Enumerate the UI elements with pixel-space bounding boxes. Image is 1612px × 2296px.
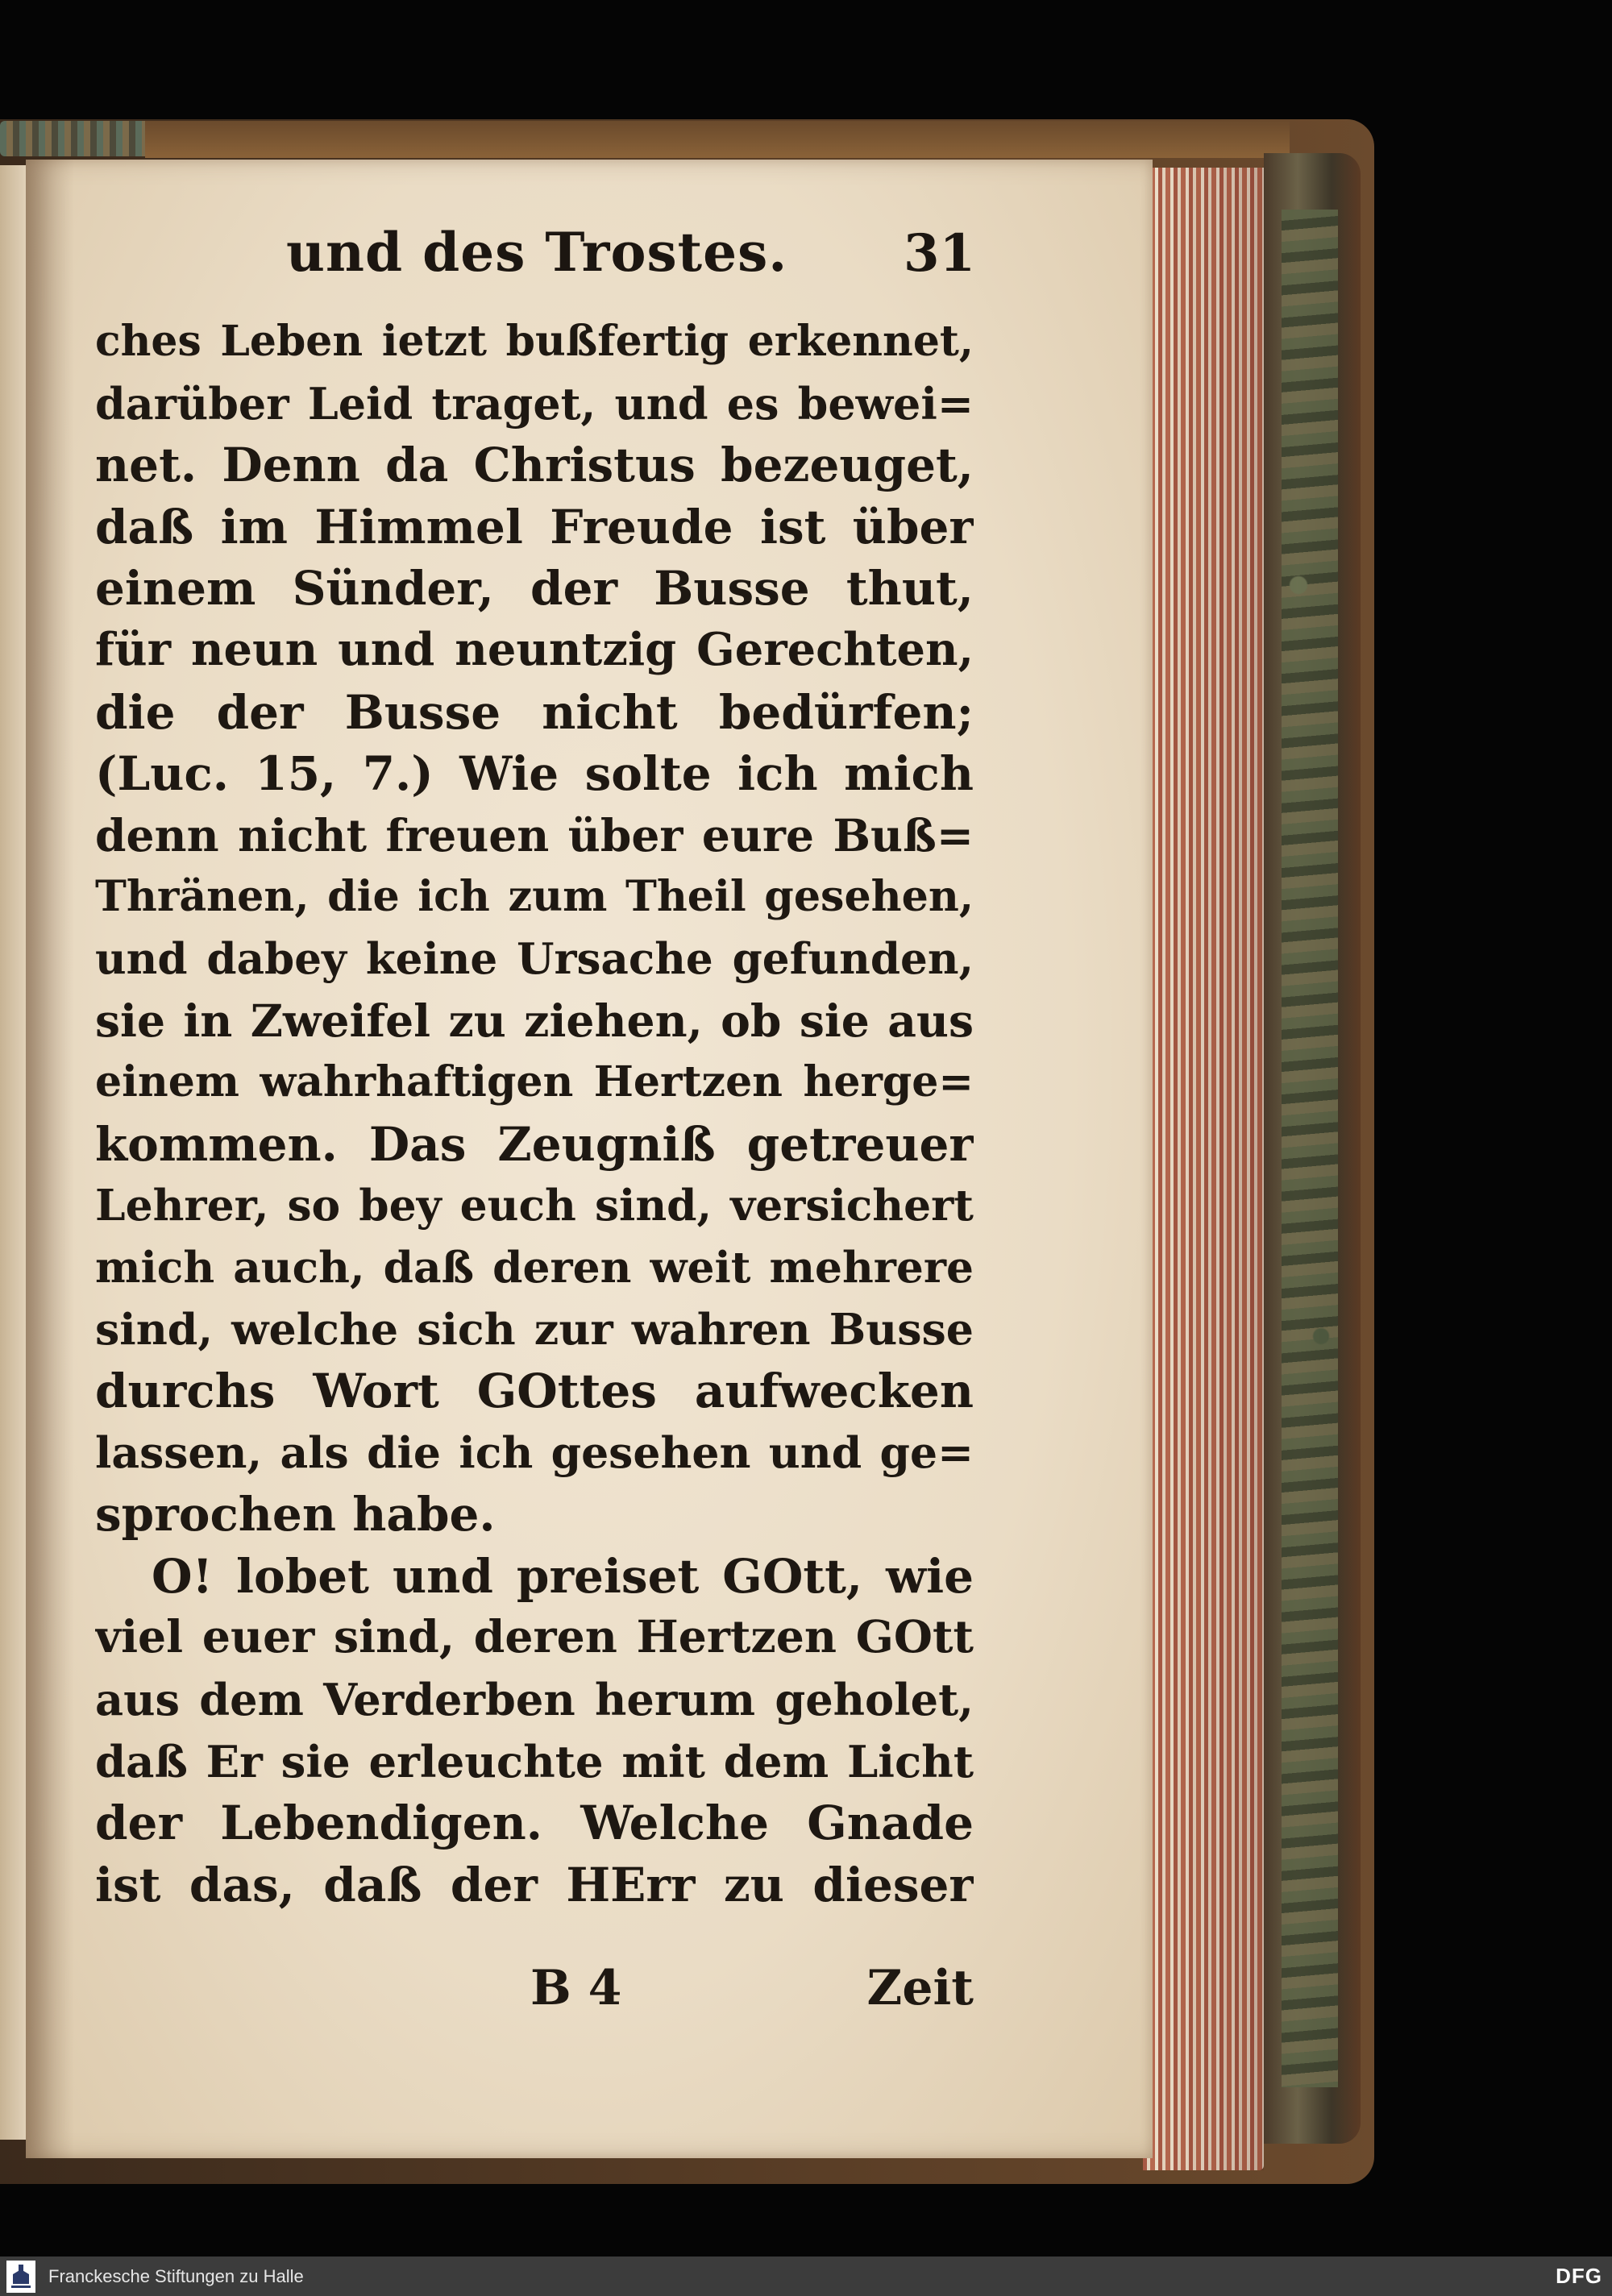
text-line: kommen. Das Zeugniß getreuer [95,1116,974,1172]
text-line: viel euer sind, deren Hertzen GOtt [95,1611,974,1664]
text-line: (Luc. 15, 7.) Wie solte ich mich [95,746,974,802]
institution-name: Franckesche Stiftungen zu Halle [48,2265,304,2286]
running-title: und des Trostes. [286,221,788,284]
body-text [95,311,974,1916]
text-line: daß Er sie erleuchte mit dem Licht [95,1735,974,1787]
text-line: ches Leben ietzt bußfertig erkennet, [95,317,974,366]
text-line: mich auch, daß deren weit mehrere [95,1241,974,1293]
gutter-shadow [26,160,74,2158]
text-line: darüber Leid traget, und es bewei= [95,377,974,430]
text-line: denn nicht freuen über eure Buß= [95,808,974,862]
catchword: Zeit [866,1960,974,2016]
text-line: Thränen, die ich zum Theil gesehen, [95,872,974,922]
marbled-cover [1282,210,1338,2087]
page-footer [95,1960,974,2032]
text-line: sind, welche sich zur wahren Busse [95,1303,974,1355]
text-line: und dabey keine Ursache gefunden, [95,932,974,984]
text-line: aus dem Verderben herum geholet, [95,1674,974,1726]
institution-logo-icon [6,2261,35,2293]
text-line: O! lobet und preiset GOtt, wie [152,1548,974,1604]
text-line: die der Busse nicht bedürfen; [95,684,974,740]
text-line: sie in Zweifel zu ziehen, ob sie aus [95,994,974,1047]
text-line: daß im Himmel Freude ist über [95,499,974,554]
text-line: für neun und neuntzig Gerechten, [95,623,974,676]
spine-headband [0,121,161,156]
text-line: der Lebendigen. Welche Gnade [95,1796,974,1851]
dfg-logo: DFG [1556,2264,1602,2288]
running-head [242,203,975,284]
text-line: sprochen habe. [95,1487,496,1542]
text-line: net. Denn da Christus bezeuget, [95,438,974,493]
text-line: ist das, daß der HErr zu dieser [95,1857,974,1912]
text-line: Lehrer, so bey euch sind, versichert [95,1180,974,1231]
text-line: lassen, als die ich gesehen und ge= [95,1426,974,1478]
signature-mark: B 4 [530,1960,622,2016]
top-edge [145,121,1290,158]
left-page-edge [0,165,29,2140]
page-number: 31 [903,223,975,284]
text-line: durchs Wort GOttes aufwecken [95,1364,974,1419]
viewer-footer-bar [0,2257,1612,2296]
page-edges [1143,168,1264,2170]
text-line: einem Sünder, der Busse thut, [95,561,974,617]
text-line: einem wahrhaftigen Hertzen herge= [95,1057,974,1107]
